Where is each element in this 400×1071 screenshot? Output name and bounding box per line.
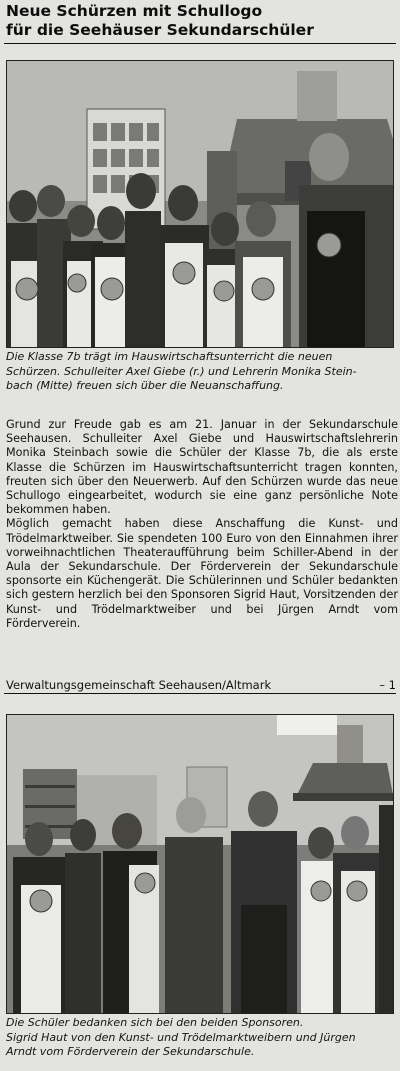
headline-rule — [4, 43, 396, 44]
headline-line-1: Neue Schürzen mit Schullogo — [6, 2, 263, 20]
photo2-caption — [6, 1016, 398, 1060]
footer-publisher: Verwaltungsgemeinschaft Seehausen/Altmark — [6, 678, 272, 692]
class-photo-image — [7, 61, 393, 347]
sponsors-photo — [6, 714, 394, 1014]
article-body — [6, 418, 398, 631]
class-photo — [6, 60, 394, 348]
photo2-caption-line-1: Die Schüler bedanken sich bei den beiden Sponsoren. — [6, 1016, 304, 1029]
article-paragraph-1: Grund zur Freude gab es am 21. Januar in der Sekundarschule Seehausen. Schulleiter Axel Giebe und Hauswirtschaftslehrerin Monika Steinbach sowie die Schüler der Klasse 7b, die als erste Klasse die Schürzen im Hauswirtschaftsunterricht tragen konnten, freuten sich über den Neuerwerb. Auf den Schürzen wurde das neue Schullogo eingearbeitet, wodurch sie eine ganz persönliche Note bekommen haben. — [6, 418, 398, 517]
photo2-caption-line-3: Arndt vom Förderverein der Sekundarschule. — [6, 1045, 255, 1058]
page-number: – 1 — [379, 678, 396, 692]
page-footer — [6, 678, 396, 692]
sponsors-photo-image — [7, 715, 393, 1013]
article-paragraph-2: Möglich gemacht haben diese Anschaffung die Kunst- und Trödelmarktweiber. Sie spendeten 100 Euro von den Einnahmen ihrer vorweihnachtlichen Theateraufführung beim Schiller-Abend in der Aula der Sekundarschule. Der Förderverein der Sekundarschule sponsorte ein Küchengerät. Die Schülerinnen und Schüler bedankten sich gestern herzlich bei den Sponsoren Sigrid Haut, Vorsitzenden der Kunst- und Trödelmarktweiber und bei Jürgen Arndt vom Förderverein. — [6, 517, 398, 630]
footer-rule — [4, 693, 396, 694]
photo1-caption-line-1: Die Klasse 7b trägt im Hauswirtschaftsunterricht die neuen — [6, 350, 333, 363]
article-headline — [6, 2, 396, 40]
photo1-caption-line-2: Schürzen. Schulleiter Axel Giebe (r.) und Lehrerin Monika Stein- — [6, 364, 357, 378]
photo1-caption-line-3: bach (Mitte) freuen sich über die Neuanschaffung. — [6, 379, 284, 392]
photo1-caption — [6, 350, 398, 394]
photo2-caption-line-2: Sigrid Haut von den Kunst- und Trödelmarktweibern und Jürgen — [6, 1030, 356, 1044]
headline-line-2: für die Seehäuser Sekundarschüler — [6, 21, 314, 39]
